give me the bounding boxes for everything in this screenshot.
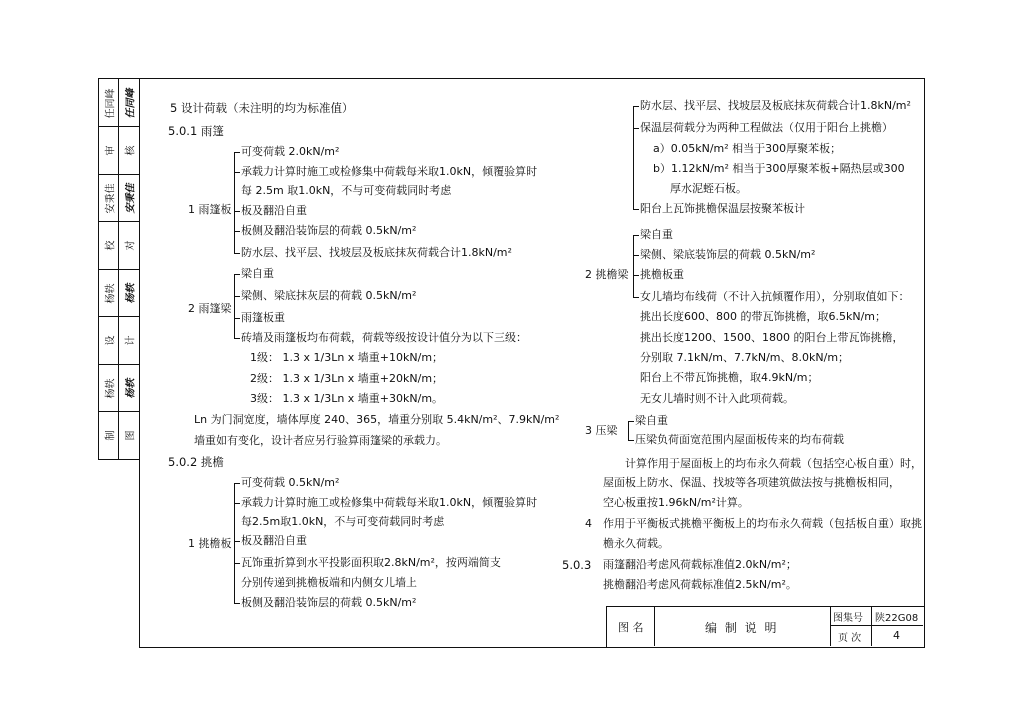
eave-slab-line: 分别传递到挑檐板端和内侧女儿墙上	[241, 576, 417, 589]
eave-beam-line: 无女儿墙时则不计入此项荷载。	[640, 392, 794, 405]
insulation-option: 厚水泥蛭石板。	[670, 182, 747, 195]
strip-signature: 安秉佳	[125, 183, 137, 214]
eave-slab-line: 保温层荷载分为两种工程做法（仅用于阳台上挑檐）	[640, 121, 893, 134]
bracket-tick	[234, 541, 240, 542]
eave-slab-line: 每2.5m取1.0kN，不与可变荷载同时考虑	[241, 515, 445, 528]
strip-role-label: 制	[105, 430, 117, 441]
canopy-beam-line: 雨篷板重	[241, 311, 285, 324]
bracket-tick	[234, 274, 240, 275]
bracket-tick	[234, 318, 240, 319]
strip-role-label: 审	[105, 145, 117, 156]
load-grade-line: 1级： 1.3 x 1/3Ln x 墙重+10kN/m；	[250, 351, 444, 364]
title-block-divider	[830, 625, 923, 626]
eave-slab-line: 承载力计算时施工或检修集中荷载每米取1.0kN，倾覆验算时	[241, 496, 538, 509]
strip-role-label: 核	[125, 145, 137, 156]
strip-role-label: 计	[125, 335, 137, 346]
page-number-label: 页 次	[838, 633, 862, 644]
strip-role-label: 对	[125, 240, 137, 251]
eave-beam-line: 女儿墙均布线荷（不计入抗倾覆作用），分别取值如下：	[640, 290, 910, 303]
bracket-tick	[234, 152, 240, 153]
eave-slab-line: 可变荷载 0.5kN/m²	[241, 476, 340, 489]
bracket-tick	[234, 211, 240, 212]
load-grade-line: 3级： 1.3 x 1/3Ln x 墙重+30kN/m。	[250, 392, 444, 405]
bracket-tick	[234, 503, 240, 504]
atlas-number-label: 图集号	[833, 613, 863, 624]
canopy-slab-line: 可变荷载 2.0kN/m²	[241, 145, 340, 158]
atlas-number: 陕22G08	[875, 613, 919, 624]
canopy-slab-line: 承载力计算时施工或检修集中荷载每米取1.0kN，倾覆验算时	[241, 165, 538, 178]
bracket	[633, 235, 634, 298]
eave-beam-line: 阳台上不带瓦饰挑檐，取4.9kN/m；	[640, 371, 819, 384]
section-5-0-2: 5.0.2 挑檐	[168, 455, 224, 469]
eave-beam-line: 挑出长度1200、1500、1800 的阳台上带瓦饰挑檐，	[640, 331, 904, 344]
calc-note: 屋面板上防水、保温、找坡等各项建筑做法按与挑檐板相同，	[603, 476, 900, 489]
press-beam-line: 梁自重	[635, 414, 668, 427]
canopy-beam-line: 梁侧、梁底抹灰层的荷载 0.5kN/m²	[241, 289, 417, 302]
item-4-number: 4	[585, 517, 592, 530]
item-label-press-beam: 3 压梁	[585, 424, 618, 437]
eave-slab-line: 板及翻沿自重	[241, 534, 307, 547]
eave-beam-line: 挑出长度600、800 的带瓦饰挑檐，取6.5kN/m；	[640, 310, 887, 323]
bracket-tick	[633, 209, 639, 210]
item-4-line: 作用于平衡板式挑檐平衡板上的均布永久荷载（包括板自重）取挑	[603, 517, 922, 530]
ln-note: Ln 为门洞宽度，墙体厚度 240、365，墙重分别取 5.4kN/m²、7.9kN/m²	[194, 413, 560, 426]
strip-role-label: 校	[105, 240, 117, 251]
strip-role-label: 图	[125, 430, 137, 441]
bracket-tick	[628, 421, 634, 422]
page-number: 4	[893, 629, 900, 642]
strip-name-label: 杨轶	[105, 378, 117, 399]
eave-beam-line: 分别取 7.1kN/m、7.7kN/m、8.0kN/m；	[640, 351, 850, 364]
strip-signature: 杨轶	[125, 378, 137, 399]
bracket-tick	[234, 603, 240, 604]
canopy-beam-line: 砖墙及雨篷板均布荷载，荷载等级按设计值分为以下三级：	[241, 331, 527, 344]
eave-slab-line: 阳台上瓦饰挑檐保温层按聚苯板计	[640, 202, 805, 215]
press-beam-line: 压梁负荷面宽范围内屋面板传来的均布荷载	[635, 433, 844, 446]
canopy-slab-line: 板侧及翻沿装饰层的荷载 0.5kN/m²	[241, 224, 417, 237]
calc-note: 计算作用于屋面板上的均布永久荷载（包括空心板自重）时，	[625, 457, 922, 470]
bracket-tick	[234, 296, 240, 297]
bracket-tick	[633, 128, 639, 129]
item-label-eave-beam: 2 挑檐梁	[585, 268, 629, 281]
bracket-tick	[234, 231, 240, 232]
strip-name-label: 任同峰	[105, 88, 117, 119]
wind-load-line: 雨篷翻沿考虑风荷载标准值2.0kN/m²；	[603, 558, 797, 571]
strip-name-label: 安秉佳	[105, 183, 117, 214]
strip-signature: 杨轶	[125, 283, 137, 304]
calc-note: 空心板重按1.96kN/m²计算。	[603, 496, 749, 509]
bracket	[633, 106, 634, 210]
drawing-title: 编 制 说 明	[705, 621, 779, 635]
title-block-divider	[654, 606, 655, 646]
strip-role-label: 设	[105, 335, 117, 346]
canopy-slab-line: 板及翻沿自重	[241, 204, 307, 217]
eave-beam-line: 挑檐板重	[640, 268, 684, 281]
load-grade-line: 2级： 1.3 x 1/3Ln x 墙重+20kN/m；	[250, 372, 444, 385]
bracket-tick	[633, 275, 639, 276]
bracket-tick	[633, 106, 639, 107]
bracket-tick	[633, 255, 639, 256]
bracket	[234, 483, 235, 604]
canopy-slab-line: 防水层、找平层、找坡层及板底抹灰荷载合计1.8kN/m²	[241, 246, 512, 259]
bracket-tick	[234, 563, 240, 564]
eave-slab-line: 瓦饰重折算到水平投影面积取2.8kN/m²，按两端简支	[241, 556, 501, 569]
bracket-tick	[234, 253, 240, 254]
item-label-canopy-beam: 2 雨篷梁	[188, 302, 232, 315]
section-5-0-3: 5.0.3	[562, 558, 592, 572]
strip-signature: 任同峰	[125, 88, 137, 119]
bracket	[628, 421, 629, 441]
canopy-beam-line: 梁自重	[241, 267, 274, 280]
ln-note: 墙重如有变化，设计者应另行验算雨篷梁的承载力。	[194, 434, 447, 447]
bracket-tick	[234, 172, 240, 173]
item-4-line: 檐永久荷载。	[603, 537, 669, 550]
item-label-canopy-slab: 1 雨篷板	[188, 203, 232, 216]
bracket-tick	[633, 235, 639, 236]
drawing-name-label: 图 名	[618, 621, 644, 634]
section-title-5: 5 设计荷载（未注明的均为标准值）	[170, 101, 354, 115]
eave-beam-line: 梁侧、梁底装饰层的荷载 0.5kN/m²	[640, 248, 816, 261]
bracket-tick	[633, 297, 639, 298]
canopy-slab-line: 每 2.5m 取1.0kN，不与可变荷载同时考虑	[241, 184, 452, 197]
strip-name-label: 杨轶	[105, 283, 117, 304]
eave-slab-line: 防水层、找平层、找坡层及板底抹灰荷载合计1.8kN/m²	[640, 99, 911, 112]
title-block-divider	[871, 606, 872, 646]
bracket-tick	[234, 483, 240, 484]
eave-beam-line: 梁自重	[640, 228, 673, 241]
wind-load-line: 挑檐翻沿考虑风荷载标准值2.5kN/m²。	[603, 578, 797, 591]
bracket	[234, 152, 235, 254]
item-label-eave-slab: 1 挑檐板	[188, 537, 232, 550]
insulation-option: b）1.12kN/m² 相当于300厚聚苯板+隔热层或300	[653, 162, 905, 175]
insulation-option: a）0.05kN/m² 相当于300厚聚苯板；	[653, 142, 842, 155]
bracket-tick	[628, 440, 634, 441]
bracket	[234, 274, 235, 339]
section-5-0-1: 5.0.1 雨篷	[168, 124, 224, 138]
eave-slab-line: 板侧及翻沿装饰层的荷载 0.5kN/m²	[241, 596, 417, 609]
signature-strip	[98, 78, 140, 460]
title-block-divider	[830, 606, 831, 646]
bracket-tick	[234, 338, 240, 339]
